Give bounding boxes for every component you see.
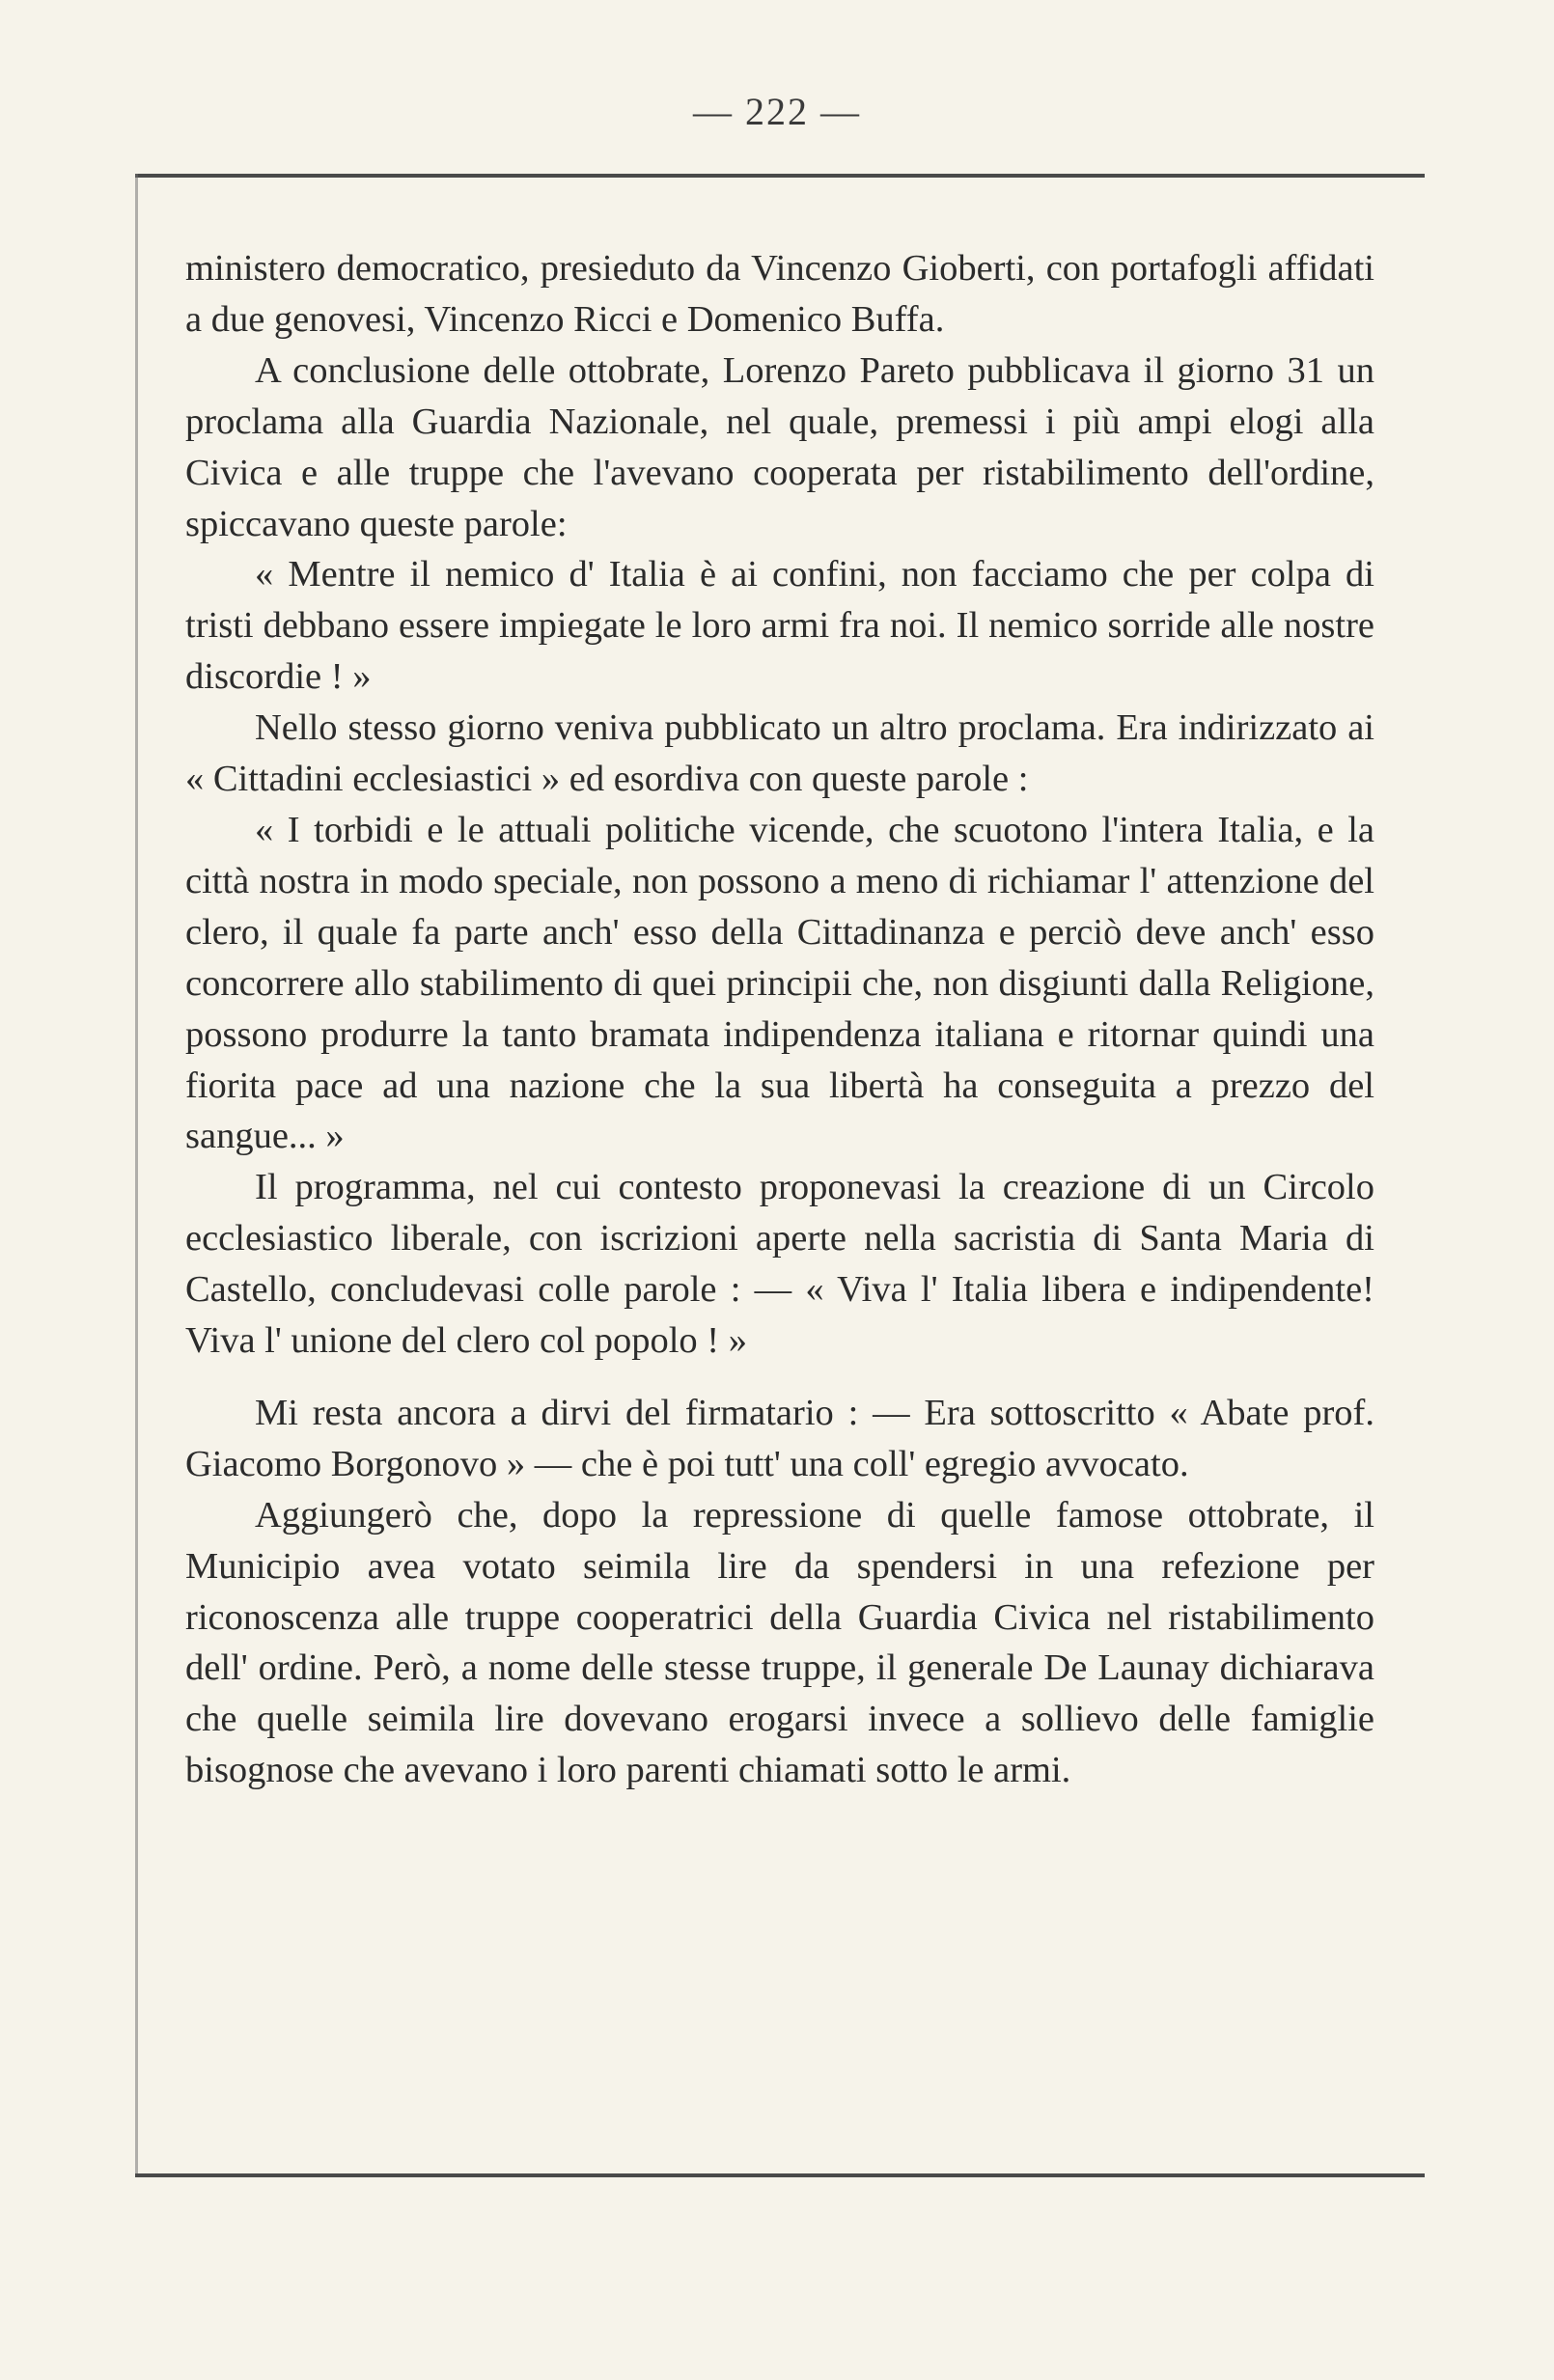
bottom-rule <box>135 2173 1425 2177</box>
left-frame-line <box>135 174 138 2177</box>
paragraph: Aggiungerò che, dopo la repressione di quelle famose ottobrate, il Municipio avea votato seimila lire da spendersi in una refezione per riconoscenza alle truppe cooperatrici della Guardia Civica nel ristabilimento dell' ordine. Però, a nome delle stesse truppe, il generale De Launay dichiarava che quelle seimila lire dovevano erogarsi invece a sollievo delle famiglie bisognose che avevano i loro parenti chiamati sotto le armi. <box>185 1494 1374 1791</box>
top-rule <box>135 174 1425 178</box>
paragraph: ministero democratico, presieduto da Vincenzo Gioberti, con portafogli affidati a due genovesi, Vincenzo Ricci e Domenico Buffa. <box>185 248 1374 340</box>
paragraph: Il programma, nel cui contesto proponevasi la creazione di un Circolo ecclesiastico liberale, con iscrizioni aperte nella sacristia di Santa Maria di Castello, concludevasi colle parole : — « Viva l' Italia libera e indipendente! Viva l' unione del clero col popolo ! » <box>185 1167 1374 1362</box>
paragraph: Nello stesso giorno veniva pubblicato un altro proclama. Era indirizzato ai « Cittadini ecclesiastici » ed esordiva con queste parole : <box>185 707 1374 800</box>
paragraph: Mi resta ancora a dirvi del firmatario : — Era sottoscritto « Abate prof. Giacomo Borgonovo » — che è poi tutt' una coll' egregio avvocato. <box>185 1392 1374 1484</box>
body-text <box>185 243 1374 1796</box>
paragraph: « Mentre il nemico d' Italia è ai confini, non facciamo che per colpa di tristi debbano essere impiegate le loro armi fra noi. Il nemico sorride alle nostre discordie ! » <box>185 554 1374 698</box>
page-number: — 222 — <box>693 90 861 133</box>
paragraph: A conclusione delle ottobrate, Lorenzo Pareto pubblicava il giorno 31 un proclama alla Guardia Nazionale, nel quale, premessi i più ampi elogi alla Civica e alle truppe che l'avevano cooperata per ristabilimento dell'ordine, spiccavano queste parole: <box>185 349 1374 544</box>
paragraph: « I torbidi e le attuali politiche vicende, che scuotono l'intera Italia, e la città nostra in modo speciale, non possono a meno di richiamar l' attenzione del clero, il quale fa parte anch' esso della Cittadinanza e perciò deve anch' esso concorrere allo stabilimento di quei principii che, non disgiunti dalla Religione, possono produrre la tanto bramata indipendenza italiana e ritornar quindi una fiorita pace ad una nazione che la sua libertà ha conseguita a prezzo del sangue... » <box>185 809 1374 1157</box>
